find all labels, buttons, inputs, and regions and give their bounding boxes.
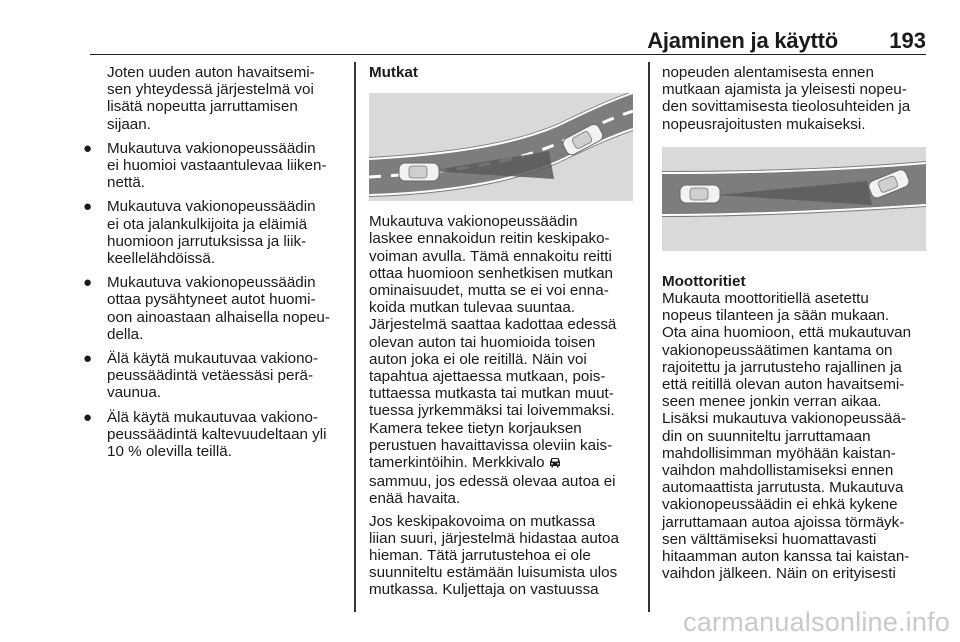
text-line: keellelähdöissä. — [107, 250, 216, 268]
text-line: Mukautuva vakionopeussäädin — [107, 139, 316, 157]
text-line: vakionopeussäädin ei ehkä kykene — [662, 496, 898, 514]
text-line: laskee ennakoidun reitin keskipako- — [369, 230, 610, 248]
column-divider — [648, 62, 650, 612]
text-line: della. — [107, 325, 144, 343]
text-line: rajoitettu ja jarrutusteho rajallinen ja — [662, 358, 902, 376]
text-line: hitaamman auton kanssa tai kaistan- — [662, 548, 910, 566]
text-line: perustuen havaittavissa oleviin kais- — [369, 436, 613, 454]
text-line: huomioon jarrutuksissa ja liik- — [107, 232, 307, 250]
text-line: vaihdon jälkeen. Näin on erityisesti — [662, 565, 896, 583]
text-line: sijaan. — [107, 115, 151, 133]
text-line: Kamera tekee tietyn korjauksen — [369, 419, 582, 437]
text-line: mutkaan ajamista ja yleisesti nopeu- — [662, 81, 907, 99]
text-line: nopeusrajoitusten mukaiseksi. — [662, 115, 866, 133]
text-line: ominaisuudet, mutta se ei voi enna- — [369, 282, 609, 300]
text-line: Älä käytä mukautuvaa vakiono- — [107, 408, 319, 426]
text-line: nopeus tilanteen ja sään mukaan. — [662, 307, 890, 325]
highway-illustration — [662, 147, 930, 251]
text-line: vakionopeussäätimen kantama on — [662, 341, 893, 359]
text-line: Lisäksi mukautuva vakionopeussää- — [662, 410, 906, 428]
text-line: ottaa pysähtyneet autot huomi- — [107, 291, 316, 309]
car-ahead-icon — [548, 455, 562, 473]
text-line: Joten uuden auton havaitsemi- — [107, 64, 315, 81]
bullet-marker: ● — [83, 274, 93, 292]
text-line: 10 % olevilla teillä. — [107, 443, 232, 461]
text-line: suunniteltu estämään luisumista ulos — [369, 564, 618, 582]
braking-paragraph — [369, 513, 634, 599]
text-line: din on suunniteltu jarruttamaan — [662, 427, 871, 445]
text-line: jarruttamaan autoa ajoissa törmäyk- — [662, 513, 905, 531]
text-line: koida mutkan tulevaa suuntaa. — [369, 299, 576, 317]
text-line: nopeuden alentamisesta ennen — [662, 64, 874, 81]
text-line: Älä käytä mukautuvaa vakiono- — [107, 350, 319, 368]
text-line: Mukauta moottoritiellä asetettu — [662, 290, 869, 308]
text-line: että reitillä olevan auton havaitsemi- — [662, 376, 905, 394]
text-line: mahdollisimman myöhään kaistan- — [662, 444, 896, 462]
text-line: peussäädintä kaltevuudeltaan yli — [107, 425, 327, 443]
text-line: voiman avulla. Tämä ennakoitu reitti — [369, 247, 612, 265]
text-line — [369, 454, 634, 473]
text-span: tamerkintöihin. Merkkivalo — [369, 454, 545, 472]
bullet-marker: ● — [83, 139, 93, 157]
watermark: carmanualsonline.info — [683, 607, 950, 637]
text-line: hieman. Tätä jarrutustehoa ei ole — [369, 547, 591, 565]
text-line: ei huomioi vastaantulevaa liiken- — [107, 157, 327, 175]
text-line: Ota aina huomioon, että mukautuvan — [662, 324, 912, 342]
text-line: Jos keskipakovoima on mutkassa — [369, 512, 596, 530]
text-line: auton joka ei ole reitillä. Näin voi — [369, 350, 587, 368]
curve-illustration — [369, 93, 634, 201]
text-line: den sovittamisesta tieolosuhteiden ja — [662, 98, 911, 116]
text-line: ei ota jalankulkijoita ja eläimiä — [107, 215, 308, 233]
text-line: oon ainoastaan alhaisella nopeu- — [107, 308, 330, 326]
bullet-item — [80, 198, 345, 267]
text-line: mutkassa. Kuljettaja on vastuussa — [369, 581, 599, 599]
text-line: tuttaessa mutkasta tai mutkan muut- — [369, 385, 614, 403]
text-line: Mukautuva vakionopeussäädin — [369, 213, 578, 231]
intro-paragraph — [80, 64, 345, 133]
bullet-item — [80, 350, 345, 402]
bullet-marker: ● — [83, 408, 93, 426]
text-line: Mukautuva vakionopeussäädin — [107, 274, 316, 292]
text-line: seen menee jonkin verran aikaa. — [662, 393, 882, 411]
text-line: tapahtua ajettaessa mutkaan, pois- — [369, 368, 606, 386]
text-line: sen välttämiseksi huomattavasti — [662, 530, 877, 548]
text-line: vaunua. — [107, 384, 162, 402]
text-line: Mukautuva vakionopeussäädin — [107, 198, 316, 216]
column-left — [80, 64, 345, 460]
intro-paragraph — [662, 64, 930, 133]
section-title: Ajaminen ja käyttö — [647, 28, 838, 53]
bullet-item — [80, 140, 345, 192]
curves-paragraph — [369, 213, 634, 507]
column-middle — [369, 64, 634, 599]
text-line: olevan auton tai huomioida toisen — [369, 333, 596, 351]
text-line: tuessa jyrkemmäksi tai loivemmaksi. — [369, 402, 615, 420]
highways-paragraph — [662, 290, 930, 582]
column-divider — [354, 62, 356, 612]
bullet-item — [80, 274, 345, 343]
text-line: nettä. — [107, 174, 145, 192]
bullet-marker: ● — [83, 350, 93, 368]
text-line: Järjestelmä saattaa kadottaa edessä — [369, 316, 617, 334]
text-line: sen yhteydessä järjestelmä voi — [107, 81, 314, 99]
heading-highways: Moottoritiet — [662, 272, 746, 290]
column-right — [662, 64, 930, 582]
text-line: peussäädintä vetäessäsi perä- — [107, 367, 314, 385]
text-line: enää havaita. — [369, 490, 461, 508]
text-line: automaattista jarrutusta. Mukautuva — [662, 479, 904, 497]
text-line: sammuu, jos edessä olevaa autoa ei — [369, 473, 616, 491]
text-line: ottaa huomioon senhetkisen mutkan — [369, 264, 614, 282]
bullet-item — [80, 409, 345, 461]
text-line: lisätä nopeutta jarruttamisen — [107, 98, 298, 116]
heading-curves: Mutkat — [369, 64, 418, 81]
text-line: liian suuri, järjestelmä hidastaa autoa — [369, 529, 619, 547]
page-header — [90, 28, 926, 55]
bullet-marker: ● — [83, 198, 93, 216]
text-line: vaihdon mahdollistamiseksi ennen — [662, 462, 894, 480]
page-number: 193 — [889, 28, 926, 53]
